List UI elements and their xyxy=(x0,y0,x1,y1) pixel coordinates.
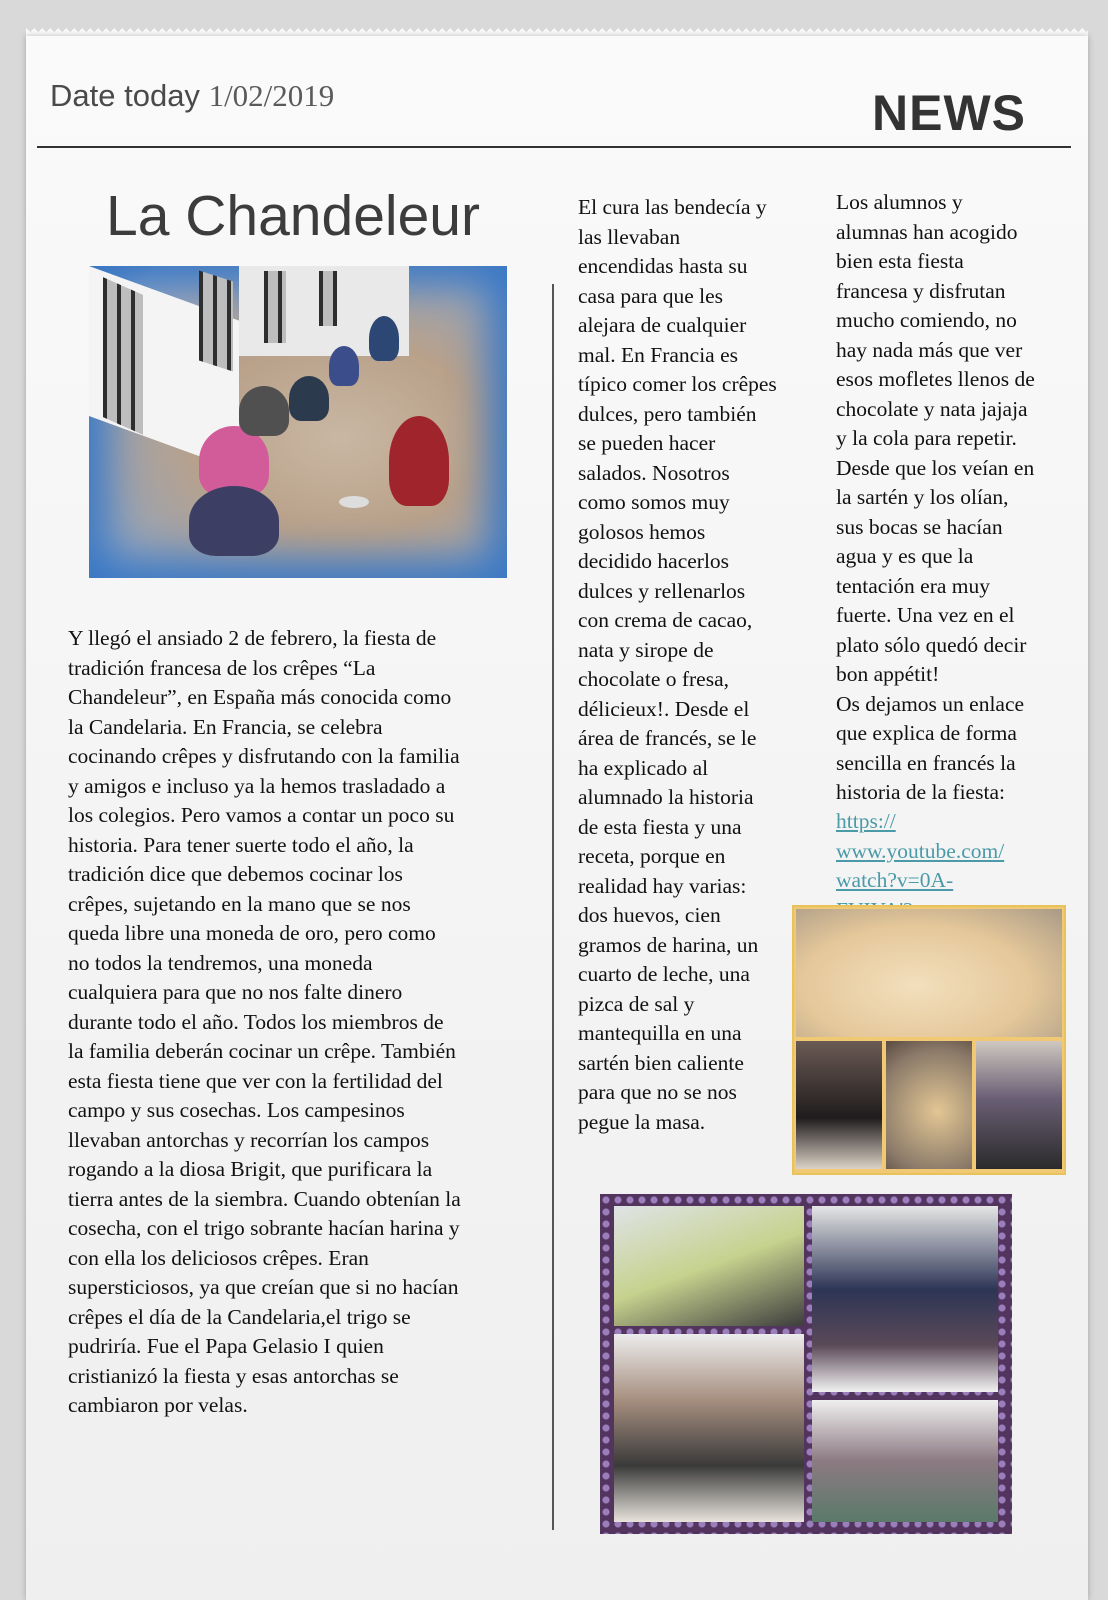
photo-teacher-1 xyxy=(796,1041,882,1169)
column-divider xyxy=(552,284,554,1530)
photo-hands-crepe xyxy=(886,1041,972,1169)
article-column-1: Y llegó el ansiado 2 de febrero, la fiesta de tradición francesa de los crêpes “La Chandeleur”, en España más conocida como la Candelaria. En Francia, se celebra cocinando crêpes y disfrutando con la familia y amigos e incluso ya la hemos trasladado a los colegios. Pero vamos a contar un poco su historia. Para tener suerte todo el año, la tradición dice que debemos cocinar los crêpes, sujetando en la mano que se nos queda libre una moneda de oro, pero como no todos la tendremos, una moneda cualquiera para que no nos falte dinero durante todo el año. Todos los miembros de la familia deberán cocinar un crêpe. También esta fiesta tiene que ver con la fertilidad del campo y sus cosechas. Los campesinos llevaban antorchas y recorrían los campos rogando a la diosa Brigit, que purificara la tierra antes de la siembra. Cuando obtenían la cosecha, con el trigo sobrante hacían harina y con ella los deliciosos crêpes. Eran supersticiosos, ya que creían que si no hacían crêpes el día de la Candelaria,el trigo se pudriría. Fue el Papa Gelasio I quien cristianizó la fiesta y esas antorchas se cambiaron por velas. xyxy=(68,626,461,1417)
date-value: 1/02/2019 xyxy=(208,78,335,113)
article-column-2: El cura las bendecía y las llevaban encendidas hasta su casa para que les alejara de cualquier mal. En Francia es típico comer los crêpes dulces, pero también se pueden hacer salados. Nosotros como somos muy golosos hemos decidido hacerlos dulces y rellenarlos con crema de cacao, nata y sirope de chocolate o fresa, délicieux!. Desde el área de francés, se le ha explicado al alumnado la historia de esta fiesta y una receta, porque en realidad hay varias: dos huevos, cien gramos de harina, un cuarto de leche, una pizca de sal y mantequilla en una sartén bien caliente para que no se nos pegue la masa. xyxy=(578,195,777,1134)
photo-teachers-cooking xyxy=(812,1206,998,1392)
article-column-3: Los alumnos y alumnas han acogido bien esta fiesta francesa y disfrutan mucho comiendo, no hay nada más que ver esos mofletes llenos de chocolate y nata jajaja y la cola para repetir. Desde que los veían en la sartén y los olían, sus bocas se hacían agua y es que la tentación era muy fuerte. Una vez en el plato sólo quedó decir bon appétit! Os dejamos un enlace que explica de forma sencilla en francés la historia de la fiesta: xyxy=(836,190,1035,804)
header-divider xyxy=(37,146,1071,148)
article-title: La Chandeleur xyxy=(106,184,480,248)
photo-collage-party xyxy=(600,1194,1012,1534)
photo-children-eating-crepes xyxy=(89,266,507,578)
photo-collage-crepes-teachers xyxy=(792,905,1066,1175)
masthead-news: NEWS xyxy=(872,85,1026,141)
photo-dining-room xyxy=(812,1400,998,1522)
photo-crepe xyxy=(796,909,1062,1037)
photo-tables-food xyxy=(614,1206,804,1326)
photo-teachers-plates xyxy=(614,1334,804,1522)
date-label: Date today xyxy=(50,78,200,113)
youtube-link[interactable]: https:// www.youtube.com/ watch?v=0A- xyxy=(836,809,1005,892)
date-line xyxy=(50,78,334,114)
photo-teacher-2 xyxy=(976,1041,1062,1169)
